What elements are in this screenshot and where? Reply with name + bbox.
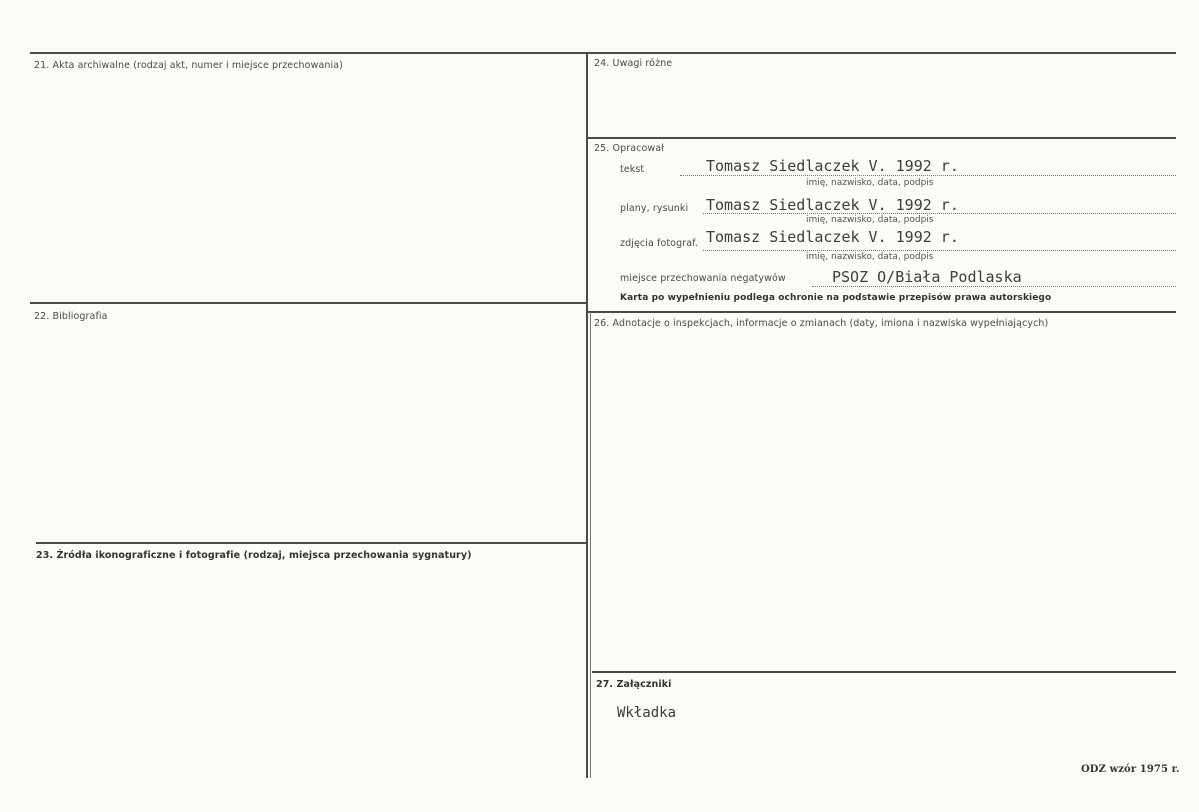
negatives-line <box>812 286 1176 287</box>
form-code: ODZ wzór 1975 r. <box>1081 764 1180 775</box>
section-25-label: 25. Opracował <box>594 143 664 154</box>
section-22-label: 22. Bibliografia <box>34 311 108 322</box>
field-plany-label: plany, rysunki <box>620 203 689 214</box>
divider-22-23 <box>36 542 587 544</box>
copyright-note: Karta po wypełnieniu podlega ochronie na podstawie przepisów prawa autorskiego <box>620 293 1052 303</box>
negatives-value: PSOZ O/Biała Podlaska <box>832 268 1022 286</box>
center-divider <box>586 52 588 778</box>
divider-21-22 <box>30 302 587 304</box>
attachments-value: Wkładka <box>617 705 677 721</box>
field-tekst-caption: imię, nazwisko, data, podpis <box>806 178 934 188</box>
section-26-label: 26. Adnotacje o inspekcjach, informacje o zmianach (daty, imiona i nazwiska wypełniających) <box>594 318 1049 329</box>
field-plany-line <box>703 213 1176 214</box>
field-plany-caption: imię, nazwisko, data, podpis <box>806 215 934 225</box>
field-zdjecia-label: zdjęcia fotograf. <box>620 238 699 249</box>
section-21-label: 21. Akta archiwalne (rodzaj akt, numer i miejsce przechowania) <box>34 60 343 71</box>
negatives-label: miejsce przechowania negatywów <box>620 273 786 284</box>
section-27-label: 27. Załączniki <box>596 679 672 690</box>
field-zdjecia-value: Tomasz Siedlaczek V. 1992 r. <box>706 228 959 246</box>
section-26-inner-line <box>590 312 591 778</box>
field-tekst-line <box>680 175 1176 176</box>
field-tekst-value: Tomasz Siedlaczek V. 1992 r. <box>706 157 959 175</box>
divider-24-25 <box>588 137 1176 139</box>
field-tekst-label: tekst <box>620 164 645 175</box>
field-zdjecia-caption: imię, nazwisko, data, podpis <box>806 252 934 262</box>
field-zdjecia-line <box>703 250 1176 251</box>
divider-25-26 <box>588 311 1176 313</box>
divider-26-27 <box>592 671 1176 673</box>
section-23-label: 23. Źródła ikonograficzne i fotografie (rodzaj, miejsca przechowania sygnatury) <box>36 550 472 561</box>
top-border <box>30 52 1176 54</box>
field-plany-value: Tomasz Siedlaczek V. 1992 r. <box>706 196 959 214</box>
section-24-label: 24. Uwagi różne <box>594 58 673 69</box>
